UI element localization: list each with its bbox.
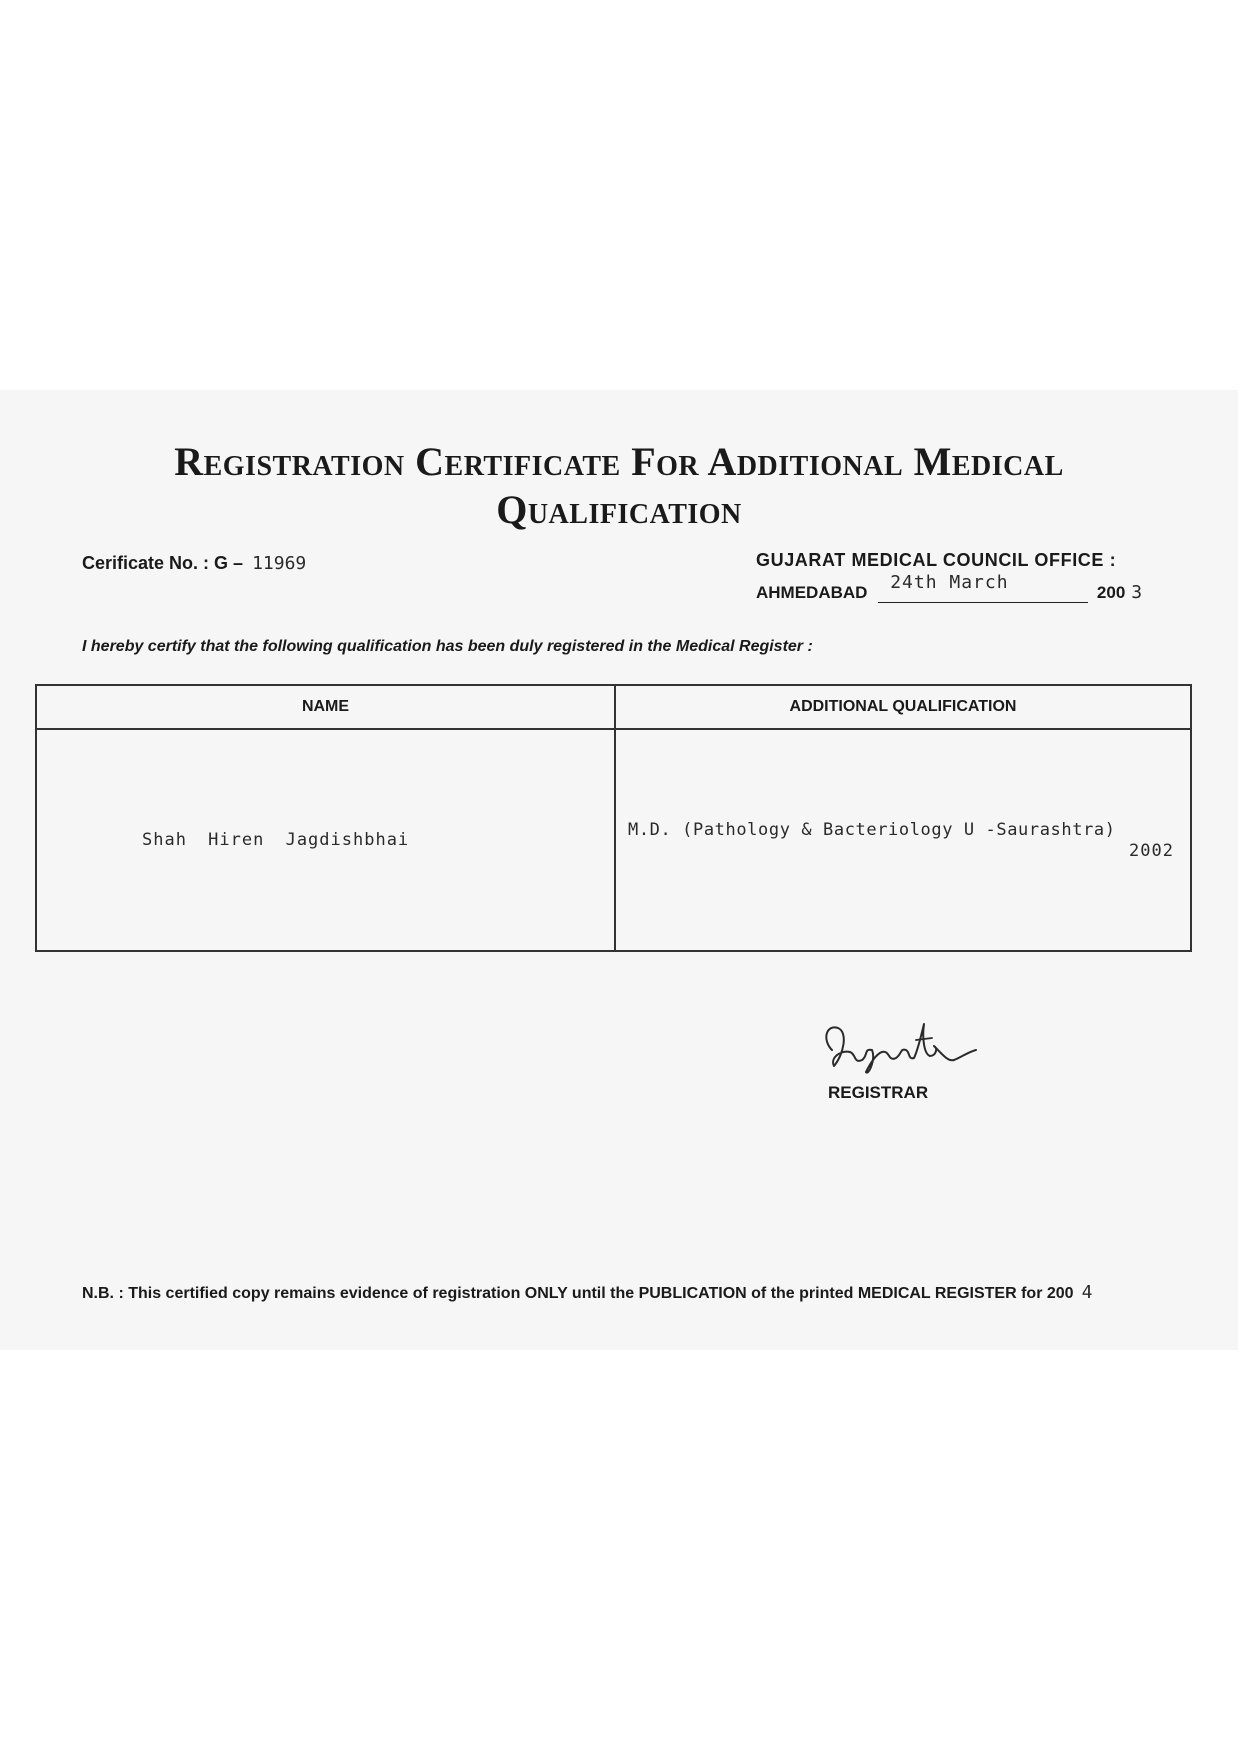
registrar-label: REGISTRAR [828, 1083, 929, 1102]
office-label: GUJARAT MEDICAL COUNCIL OFFICE : [756, 550, 1117, 570]
registrar-signature [818, 1010, 978, 1080]
nb-note [82, 1282, 1092, 1303]
certificate-number-value: 11969 [252, 553, 307, 574]
date-field [878, 572, 1088, 603]
certification-statement: I hereby certify that the following qualification has been duly registered in the Medical Register : [82, 638, 813, 655]
certificate-title-line2: Qualification [496, 487, 742, 532]
table-header-row [36, 685, 1191, 729]
qualification-cell [615, 729, 1191, 951]
year-suffix: 3 [1131, 582, 1143, 603]
nb-text: N.B. : This certified copy remains evidence of registration ONLY until the PUBLICATION of the printed MEDICAL REGISTER for 200 [82, 1285, 1074, 1302]
header-name: NAME [36, 685, 615, 729]
registration-table [35, 684, 1192, 952]
registrant-name: Shah Hiren Jagdishbhai [142, 830, 410, 850]
header-additional-qualification: ADDITIONAL QUALIFICATION [615, 685, 1191, 729]
certificate-number [82, 553, 306, 574]
city-date-line [756, 572, 1143, 603]
date-value: 24th March [890, 572, 1009, 593]
certificate [0, 390, 1238, 1350]
city-label: AHMEDABAD [756, 583, 868, 602]
qualification-year: 2002 [1129, 841, 1174, 861]
name-cell [36, 729, 615, 951]
certificate-title: Registration Certificate For Additional Medical [174, 439, 1064, 484]
table-row [36, 729, 1191, 951]
year-prefix: 200 [1096, 583, 1126, 602]
nb-year-suffix: 4 [1081, 1282, 1093, 1303]
qualification-value: M.D. (Pathology & Bacteriology U -Saurashtra) [628, 820, 1116, 840]
certificate-number-label: Cerificate No. : G – [82, 553, 244, 573]
